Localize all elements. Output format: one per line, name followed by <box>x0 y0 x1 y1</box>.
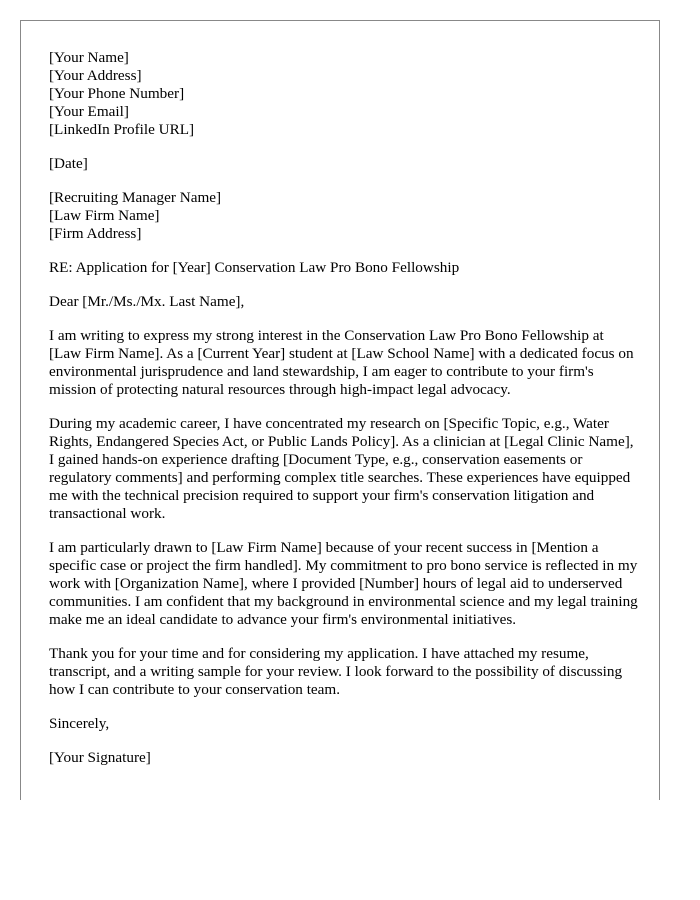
sender-linkedin: [LinkedIn Profile URL] <box>49 121 195 138</box>
body-paragraph-3: I am particularly drawn to [Law Firm Name] because of your recent success in [Mention a specific case or project the firm handled]. My commitment to pro bono service is reflected in my work with [Organization Name], where I provided [Number] hours of legal aid to underserved communities. I am confident that my background in environmental science and my legal training make me an ideal candidate to advance your firm's environmental initiatives. <box>49 539 638 628</box>
sender-phone: [Your Phone Number] <box>49 85 185 102</box>
recipient-firm: [Law Firm Name] <box>49 207 160 224</box>
date-block <box>49 155 639 173</box>
letter-content <box>49 49 639 783</box>
sender-address: [Your Address] <box>49 67 142 84</box>
subject-line: RE: Application for [Year] Conservation Law Pro Bono Fellowship <box>49 259 460 276</box>
body-paragraph-1: I am writing to express my strong interest in the Conservation Law Pro Bono Fellowship at [Law Firm Name]. As a [Current Year] student at [Law School Name] with a dedicated focus on environmental jurisprudence and land stewardship, I am eager to contribute to your firm's mission of protecting natural resources through high-impact legal advocacy. <box>49 327 634 398</box>
letter-date: [Date] <box>49 155 88 172</box>
sender-block <box>49 49 639 139</box>
recipient-address: [Firm Address] <box>49 225 142 242</box>
salutation: Dear [Mr./Ms./Mx. Last Name], <box>49 293 245 310</box>
signature: [Your Signature] <box>49 749 151 766</box>
body-paragraph-4: Thank you for your time and for considering my application. I have attached my resume, transcript, and a writing sample for your review. I look forward to the possibility of discussing how I can contribute to your conservation team. <box>49 645 623 698</box>
letter-page <box>20 20 660 800</box>
sender-email: [Your Email] <box>49 103 129 120</box>
sender-name: [Your Name] <box>49 49 129 66</box>
recipient-block <box>49 189 639 243</box>
body-paragraph-2: During my academic career, I have concentrated my research on [Specific Topic, e.g., Water Rights, Endangered Species Act, or Public Lands Policy]. As a clinician at [Legal Clinic Name], I gained hands-on experience drafting [Document Type, e.g., conservation easements or regulatory comments] and performing complex title searches. These experiences have equipped me with the technical precision required to support your firm's conservation litigation and transactional work. <box>49 415 634 522</box>
recipient-manager: [Recruiting Manager Name] <box>49 189 222 206</box>
closing: Sincerely, <box>49 715 110 732</box>
